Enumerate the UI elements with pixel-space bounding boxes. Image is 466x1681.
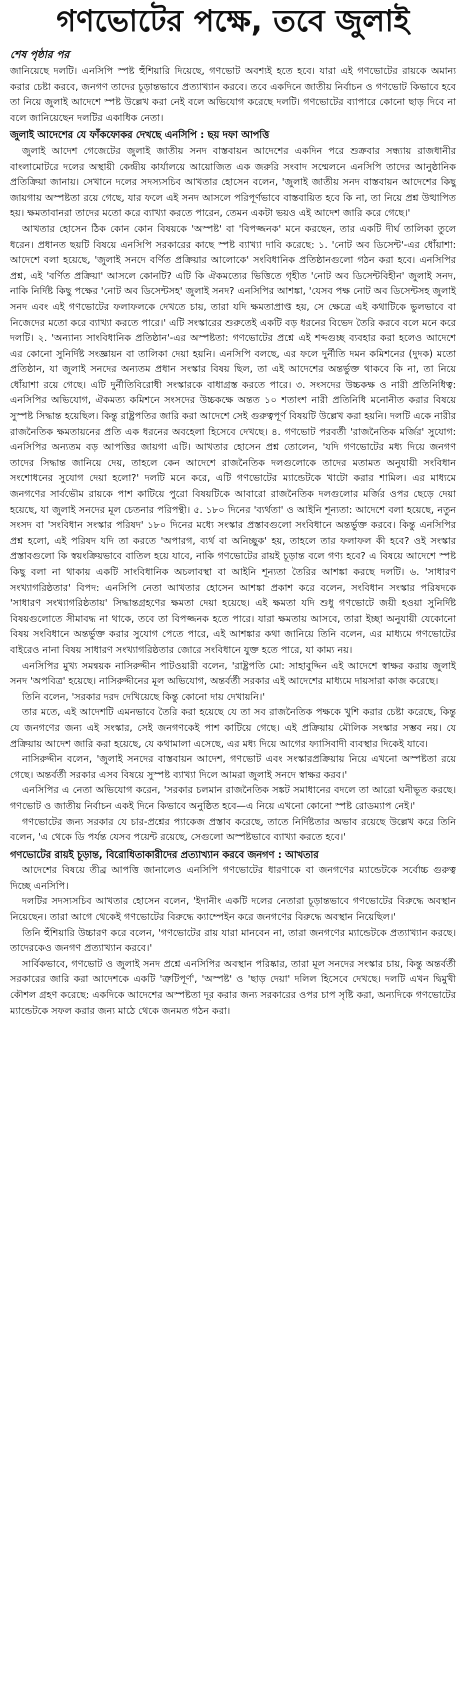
article-paragraph: তিনি বলেন, 'সরকার দরদ দেখিয়েছে কিন্তু কোনো দায় দেখায়নি।' [22,691,265,703]
continuation-label: শেষ পৃষ্ঠার পর [10,49,70,61]
section-subheading: গণভোটের রায়ই চূড়ান্ত, বিরোধিতাকারীদের প্রত্যাখ্যান করবে জনগণ : আখতার [10,849,319,861]
article-paragraph: তার মতে, এই আদেশটি এমনভাবে তৈরি করা হয়েছে যে তা সব রাজনৈতিক পক্ষকে খুশি করার চেষ্টা করেছে, কিন্তু যে জনগণের জন্য এই সংস্কার, সেই জনগণকেই পাশ কাটিয়ে গেছে। এই প্রক্রিয়ায় মৌলিক সংস্কার সম্ভব নয়। যে প্রক্রিয়ায় আদেশ জারি করা হয়েছে, যে কথামালা এসেছে, এর মধ্য দিয়ে আগের ফ্যাসিবাদী ব্যবস্থার দিকেই যাবে। [10,707,456,750]
article-paragraph: সার্বিকভাবে, গণভোট ও জুলাই সনদ প্রশ্নে এনসিপির অবস্থান পরিষ্কার, তারা মূল সনদের সংস্কার চায়, কিন্তু অন্তর্বর্তী সরকারের জারি করা আদেশকে একটি 'ত্রুটিপূর্ণ', 'অস্পষ্ট' ও 'ছাড় দেয়া' দলিল হিসেবে দেখছে। দলটি এখন দ্বিমুখী কৌশল গ্রহণ করেছে: একদিকে আদেশের অস্পষ্টতা দূর করার জন্য সরকারের ওপর চাপ সৃষ্টি করা, অন্যদিকে গণভোটের ম্যান্ডেটকে সফল করার জন্য মাঠে থেকে জনমত গঠন করা। [10,958,456,1017]
article-paragraph: এনসিপির এ নেতা অভিযোগ করেন, 'সরকার চলমান রাজনৈতিক সঙ্কট সমাধানের বদলে তা আরো ঘনীভূত করছে। গণভোট ও জাতীয় নির্বাচন একই দিনে কিভাবে অনুষ্ঠিত হবে—এ নিয়ে এখনো কোনো স্পষ্ট রোডম্যাপ নেই।' [10,785,456,812]
article-paragraph: এনসিপির মুখ্য সমন্বয়ক নাসিরুদ্দীন পাটওয়ারী বলেন, 'রাষ্ট্রপতি মো: সাহাবুদ্দিন এই আদেশে স্বাক্ষর করায় জুলাই সনদ 'অপবিত্র' হয়েছে। নাসিরুদ্দীনের মূল অভিযোগ, অন্তর্বর্তী সরকার এই আদেশের মাধ্যমে দায়সারা কাজ করেছে। [10,660,456,688]
section-subheading: জুলাই আদেশের যে ফাঁকফোকর দেখছে এনসিপি : ছয় দফা আপত্তি [10,130,270,142]
article-paragraph: জানিয়েছে দলটি। এনসিপি স্পষ্ট হুঁশিয়ারি দিয়েছে, গণভোট অবশ্যই হতে হবে। যারা এই গণভোটের রায়কে অমান্য করার চেষ্টা করবে, জনগণ তাদের চূড়ান্তভাবে প্রত্যাখ্যান করবে। তবে একদিনে জাতীয় নির্বাচন ও গণভোট কিভাবে হবে তা নিয়ে জুলাই আদেশে স্পষ্ট উল্লেখ করা নেই বলে অভিযোগ করেছে দলটি। গণভোটের ব্যাপারে কোনো ছাড় দিবে না বলে জানিয়েছেন দলটির একাধিক নেতা। [10,66,456,124]
article-paragraph: নাসিরুদ্দীন বলেন, 'জুলাই সনদের বাস্তবায়ন আদেশ, গণভোট এবং সংস্কারপ্রক্রিয়ায় নিয়ে এখনো অস্পষ্টতা রয়ে গেছে। অন্তর্বর্তী সরকার এসব বিষয়ে সুস্পষ্ট ব্যাখ্যা দিলে আমরা জুলাই সনদে স্বাক্ষর করব।' [10,754,456,781]
article-headline: গণভোটের পক্ষে, তবে জুলাই [56,4,410,39]
article-paragraph: গণভোটের জন্য সরকার যে চার-প্রশ্নের প্যাকেজ প্রস্তাব করেছে, তাতে নির্দিষ্টতার অভাব রয়েছে উল্লেখ করে তিনি বলেন, 'এ থেকে ডি পর্যন্ত যেসব পয়েন্ট রয়েছে, সেগুলো অস্পষ্টভাবে ব্যাখ্যা করতে হবে।' [10,816,456,844]
article-paragraph: আদেশের বিষয়ে তীব্র আপত্তি জানালেও এনসিপি গণভোটের ধারণাকে বা জনগণের ম্যান্ডেটকে সর্বোচ্চ গুরুত্ব দিচ্ছে এনসিপি। [10,865,456,892]
article-paragraph: তিনি হুঁশিয়ারি উচ্চারণ করে বলেন, 'গণভোটের রায় যারা মানবেন না, তারা জনগণের ম্যান্ডেটকে প্রত্যাখ্যান করছে। তাদেরকেও জনগণ প্রত্যাখ্যান করবে।' [10,927,456,955]
article-paragraph: জুলাই আদেশ গেজেটের জুলাই জাতীয় সনদ বাস্তবায়ন আদেশের একদিন পরে শুক্রবার সন্ধ্যায় রাজধানীর বাংলামোটরে দলের অস্থায়ী কেন্দ্রীয় কার্যালয়ে আয়োজিত এক জরুরি সংবাদ সম্মেলনে এনসিপি তাদের আনুষ্ঠানিক প্রতিক্রিয়া জানায়। সেখানে দলের সদস্যসচিব আখতার হোসেন বলেন, 'জুলাই জাতীয় সনদ বাস্তবায়ন আদেশের কিছু জায়গায় অস্পষ্টতা রয়ে গেছে, যার ফলে এই সনদ আসলে পরিপূর্ণভাবে বাস্তবায়িত হবে কি না, তা নিয়ে প্রশ্ন উত্থাপিত হয়। ক্ষমতাবানরা তাদের মতো করে ব্যাখ্যা করতে পারেন, তেমন একটা ভয়ও এই আদেশ জারি করে গেছে।' [10,145,456,220]
article-paragraph: আখতার হোসেন ঠিক কোন কোন বিষয়কে 'অস্পষ্ট' বা 'বিপজ্জনক' মনে করছেন, তার একটি দীর্ঘ তালিকা তুলে ধরেন। প্রধানত ছয়টি বিষয়ে এনসিপি সরকারের কাছে স্পষ্ট ব্যাখ্যা দাবি করেছে: ১. 'নোট অব ডিসেন্ট'-এর ধোঁয়াশা: আদেশে বলা হয়েছে, 'জুলাই সনদে বর্ণিত প্রক্রিয়ার আলোকে' সংবিধানিক প্রতিষ্ঠানগুলো গঠন করা হবে। এনসিপির প্রশ্ন, এই 'বর্ণিত প্রক্রিয়া' আসলে কোনটি? এটি কি ঐকমত্যের ভিত্তিতে গৃহীত 'নোট অব ডিসেন্টবিহীন' জুলাই সনদ, নাকি নির্দিষ্ট কিছু পক্ষের 'নোট অব ডিসেন্টসহ' জুলাই সনদ? এনসিপির আশঙ্কা, 'যেসব পক্ষ নোট অব ডিসেন্টসহ জুলাই সনদ এবং এই গণভোটের ফলাফলকে দেখতে চায়, তারা যদি ক্ষমতাপ্রাপ্ত হয়, সে ক্ষেত্রে এই কথাটিকে ভুলভাবে বা নিজেদের মতো করে ব্যাখ্যা করতে পারে।' এটি সংস্কারের শুরুতেই একটি বড় ধরনের বিভেদ তৈরি করবে বলে মনে করে দলটি। ২. 'অন্যান্য সাংবিধানিক প্রতিষ্ঠান'-এর অস্পষ্টতা: গণভোটের প্রশ্নে এই শব্দগুচ্ছ ব্যবহার করা হলেও আদেশে এর কোনো সুনির্দিষ্ট সংজ্ঞায়ন বা তালিকা দেয়া হয়নি। এনসিপি বলছে, এর ফলে দুর্নীতি দমন কমিশনের (দুদক) মতো প্রতিষ্ঠান, যা জুলাই সনদের অন্যতম প্রধান সংস্কার বিষয় ছিল, তা এই আদেশের অন্তর্ভুক্ত থাকবে কি না, তা নিয়ে ধোঁয়াশা রয়ে গেছে। এটি দুর্নীতিবিরোধী সংস্কারকে বাধাগ্রস্ত করতে পারে। ৩. সংসদের উচ্চকক্ষ ও নারী প্রতিনিধিত্ব: এনসিপির অভিযোগ, ঐকমত্য কমিশনে সংসদের উচ্চকক্ষে অন্তত ১০ শতাংশ নারী প্রতিনিধি মনোনীত করার বিষয়ে সুস্পষ্ট সিদ্ধান্ত হয়েছিল। কিন্তু রাষ্ট্রপতির জারি করা আদেশে সেই গুরুত্বপূর্ণ বিষয়টি উল্লেখ করা হয়নি। দলটি একে নারীর রাজনৈতিক ক্ষমতায়নের প্রতি এক ধরনের অবহেলা হিসেবে দেখছে। ৪. গণভোট পরবর্তী 'রাজনৈতিক মর্জির' সুযোগ: এনসিপির অন্যতম বড় আপত্তির জায়গা এটি। আখতার হোসেন প্রশ্ন তোলেন, 'যদি গণভোটের মধ্য দিয়ে জনগণ তাদের সিদ্ধান্ত জানিয়ে দেয়, তাহলে কেন আদেশে রাজনৈতিক দলগুলোকে তাদের মতামত অনুযায়ী সংবিধান সংশোধনের সুযোগ দেয়া হলো?' দলটি মনে করে, এটি গণভোটের ম্যান্ডেটকে খাটো করার শামিল। এর মাধ্যমে জনগণের সার্বভৌম রায়কে পাশ কাটিয়ে পুরো বিষয়টিকে আবারো রাজনৈতিক দলগুলোর মর্জির ওপর ছেড়ে দেয়া হয়েছে, যা জুলাই সনদের মূল চেতনার পরিপন্থী। ৫. ১৮০ দিনের 'ব্যর্থতা' ও আইনি শূন্যতা: আদেশে বলা হয়েছে, নতুন সংসদ বা 'সংবিধান সংস্কার পরিষদ' ১৮০ দিনের মধ্যে সংস্কার প্রস্তাবগুলো সংবিধানে অন্তর্ভুক্ত করবে। কিন্তু এনসিপির প্রশ্ন হলো, এই পরিষদ যদি তা করতে 'অপারগ, ব্যর্থ বা অনিচ্ছুক' হয়, তাহলে তার ফলাফল কী হবে? ওই সংস্কার প্রস্তাবগুলো কি স্বয়ংক্রিয়ভাবে বাতিল হয়ে যাবে, নাকি গণভোটের রায়ই চূড়ান্ত বলে গণ্য হবে? এ বিষয়ে আদেশে স্পষ্ট কিছু বলা না থাকায় একটি সাংবিধানিক অচলাবস্থা বা আইনি শূন্যতা তৈরির আশঙ্কা করছে দলটি। ৬. 'সাধারণ সংখ্যাগরিষ্ঠতার' বিপদ: এনসিপি নেতা আখতার হোসেন আশঙ্কা প্রকাশ করে বলেন, সংবিধান সংস্কার পরিষদকে 'সাধারণ সংখ্যাগরিষ্ঠতায়' সিদ্ধান্তগ্রহণের ক্ষমতা দেয়া হয়েছে। এই ক্ষমতা যদি শুধু গণভোটে জয়ী হওয়া সুনির্দিষ্ট বিষয়গুলোতে সীমাবদ্ধ না থাকে, তবে তা বিপজ্জনক হতে পারে। যারা ক্ষমতায় আসবে, তারা ইচ্ছা অনুযায়ী যেকোনো বিষয় সংবিধানে অন্তর্ভুক্ত করার সুযোগ পেতে পারে, এই আশঙ্কার কথা জানিয়ে তিনি বলেন, এর মাধ্যমে গণভোটের বাইরেও নানা বিষয় সাধারণ সংখ্যাগরিষ্ঠতার জোরে সংবিধানে যুক্ত হতে পারে, যা কাম্য নয়। [10,223,456,656]
article-paragraph: দলটির সদস্যসচিব আখতার হোসেন বলেন, 'ইদানীং একটি দলের নেতারা চূড়ান্তভাবে গণভোটের বিরুদ্ধে অবস্থান নিয়েছেন। তারা আগে থেকেই গণভোটের বিরুদ্ধে ক্যাম্পেইন করে জনগণের বিরুদ্ধে অবস্থান নিয়েছিল।' [10,896,456,924]
